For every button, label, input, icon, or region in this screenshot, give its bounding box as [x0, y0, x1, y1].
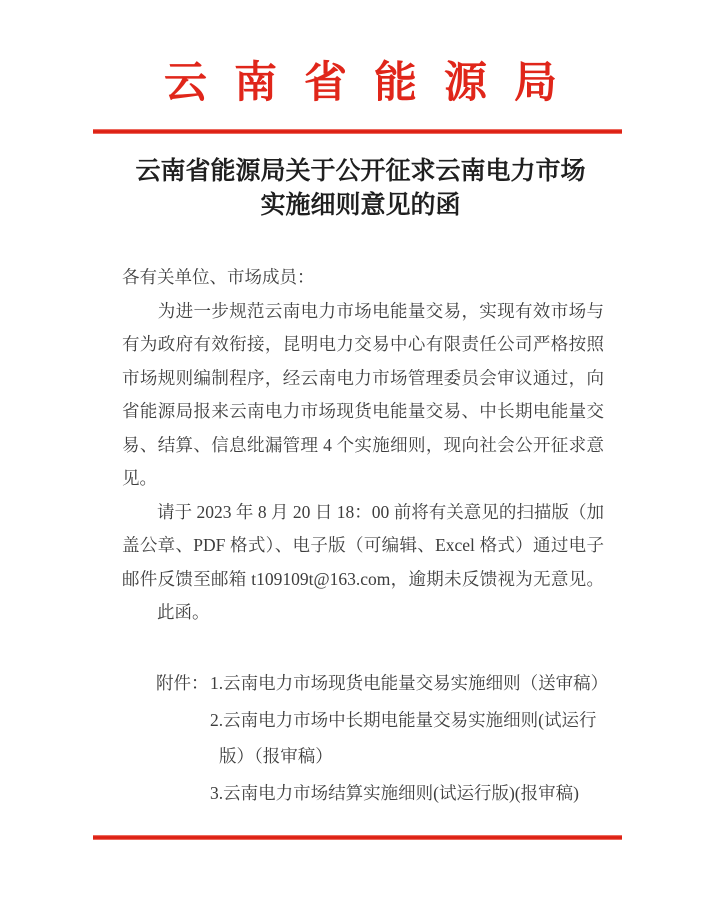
body-line: 邮件反馈至邮箱 t109109t@163.com，逾期未反馈视为无意见。 [122, 568, 604, 589]
letterhead-title: 云南省能源局 [164, 60, 584, 107]
letterhead-rule [93, 129, 622, 134]
document-title [0, 155, 721, 223]
body-line: 为进一步规范云南电力市场电能量交易，实现有效市场与 [122, 300, 604, 321]
body-line: 见。 [122, 468, 157, 488]
salutation: 各有关单位、市场成员： [122, 267, 315, 287]
document-title-line-2: 实施细则意见的函 [260, 192, 461, 219]
footer-rule [93, 835, 622, 840]
attachment-item-3: 3.云南电力市场结算实施细则(试运行版)(报审稿) [210, 782, 579, 803]
attachments-label: 附件： [156, 673, 209, 693]
body-line: 省能源局报来云南电力市场现货电能量交易、中长期电能量交 [122, 401, 604, 421]
attachments-section [156, 665, 618, 811]
attachments-list [210, 665, 618, 811]
attachment-item-1: 1.云南电力市场现货电能量交易实施细则（送审稿） [210, 673, 609, 693]
body-line: 市场规则编制程序，经云南电力市场管理委员会审议通过，向 [122, 367, 604, 388]
body-line: 易、结算、信息纰漏管理 4 个实施细则，现向社会公开征求意 [122, 434, 604, 455]
attachment-item-2: 2.云南电力市场中长期电能量交易实施细则(试运行 [210, 709, 597, 730]
attachment-item-2-continuation: 版）（报审稿） [219, 746, 333, 766]
body-line: 有为政府有效衔接，昆明电力交易中心有限责任公司严格按照 [122, 334, 604, 354]
document-title-line-1: 云南省能源局关于公开征求云南电力市场 [135, 158, 586, 185]
body-line: 盖公章、PDF 格式）、电子版（可编辑、Excel 格式）通过电子 [122, 535, 604, 555]
closing-line: 此函。 [122, 602, 210, 622]
body-line: 请于 2023 年 8 月 20 日 18：00 前将有关意见的扫描版（加 [122, 501, 604, 522]
document-body [122, 261, 604, 630]
